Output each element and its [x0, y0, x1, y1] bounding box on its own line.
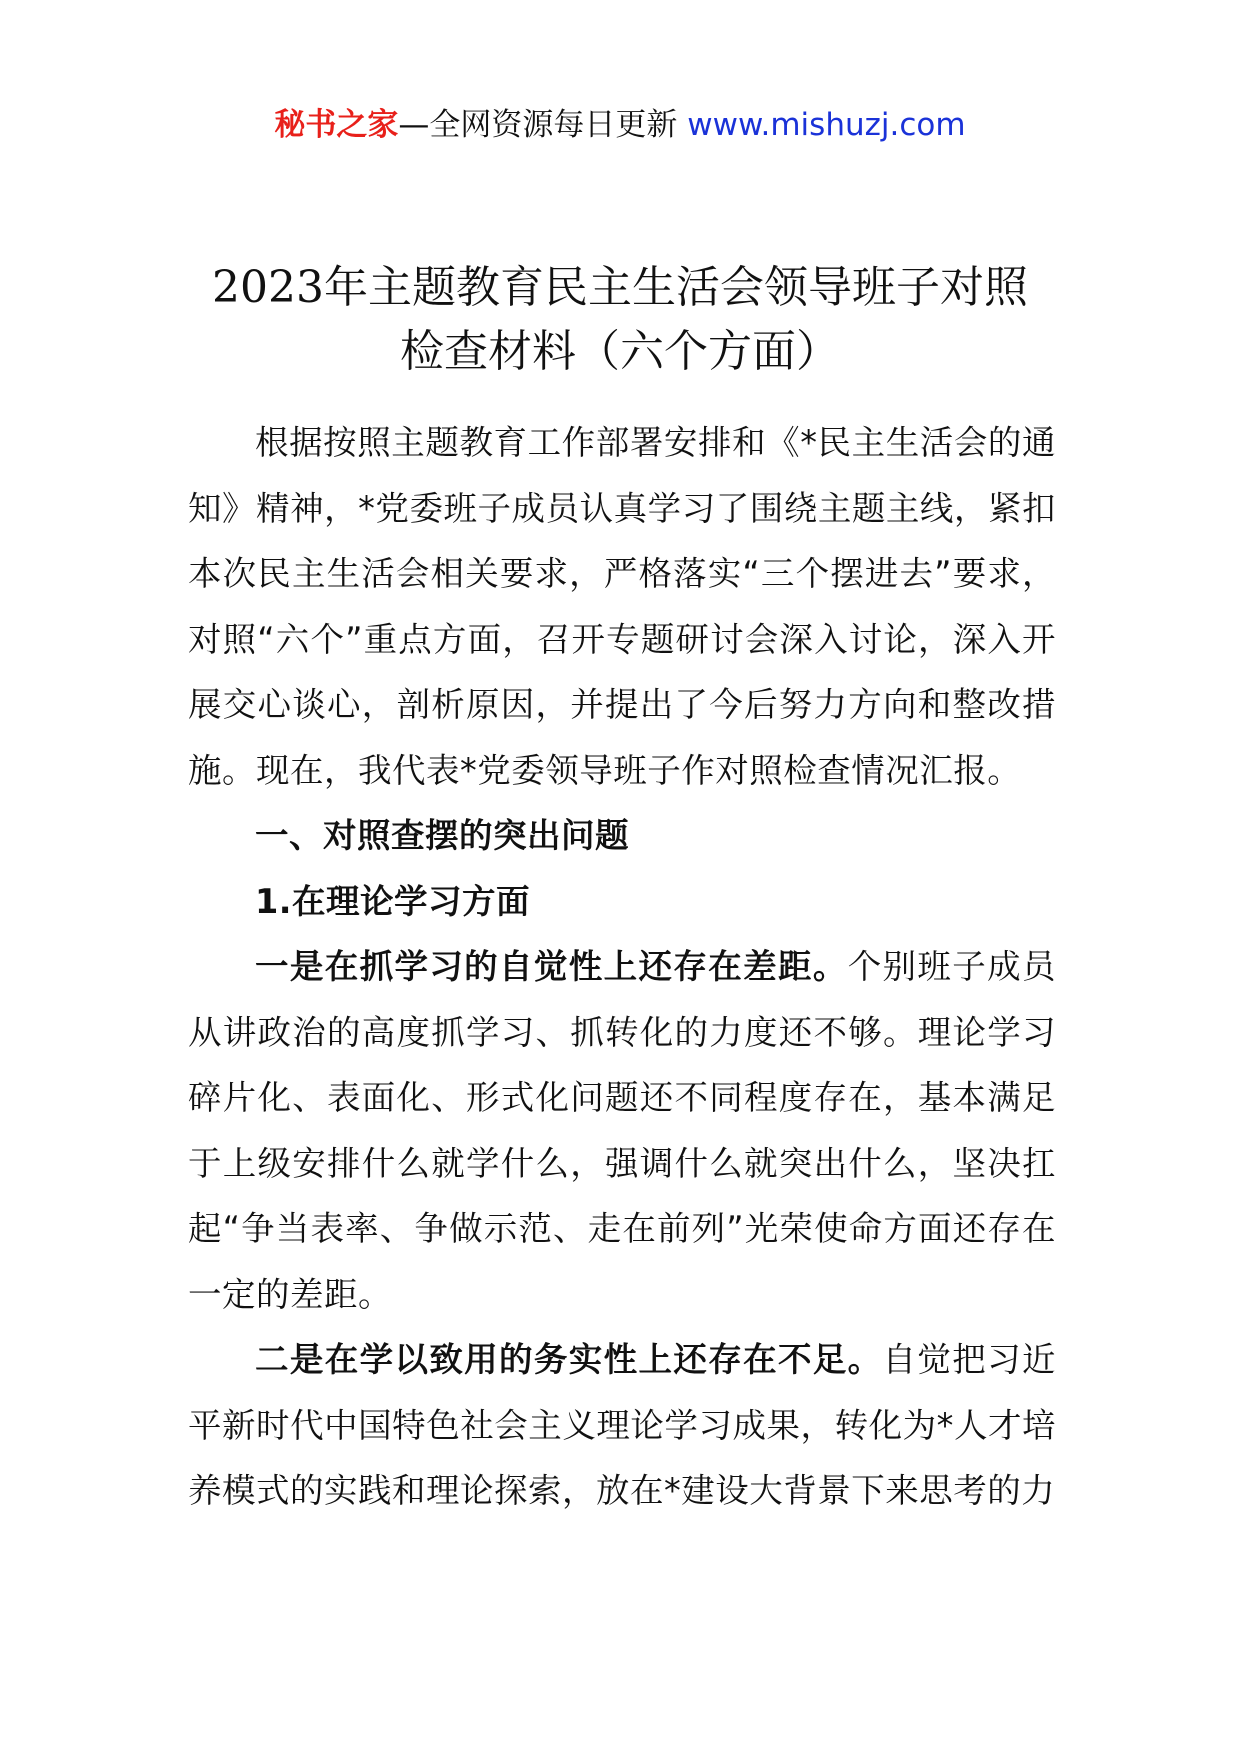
subsection-heading: 1.在理论学习方面 — [255, 881, 531, 921]
header-slogan: —全网资源每日更新 — [398, 107, 688, 143]
point-text-2: 自觉把习近平新时代中国特色社会主义理论学习成果，转化为*人才培养模式的实践和理论探索，放在*建设大背景下来思考的力 — [188, 1340, 1057, 1510]
title-line-2: 检查材料（六个方面） — [400, 326, 840, 377]
site-header — [0, 103, 1240, 147]
title-line-1: 2023年主题教育民主生活会领导班子对照 — [212, 262, 1028, 313]
point-paragraph-1 — [188, 934, 1056, 1327]
point-lead-1: 一是在抓学习的自觉性上还存在差距。 — [255, 947, 848, 986]
website-link[interactable]: www.mishuzj.com — [687, 107, 966, 143]
point-lead-2: 二是在学以致用的务实性上还存在不足。 — [255, 1340, 883, 1379]
point-paragraph-2 — [188, 1327, 1056, 1524]
document-body — [188, 410, 1056, 1524]
intro-paragraph: 根据按照主题教育工作部署安排和《*民主生活会的通知》精神，*党委班子成员认真学习了围绕主题主线，紧扣本次民主生活会相关要求，严格落实“三个摆进去”要求，对照“六个”重点方面，召开专题研讨会深入讨论，深入开展交心谈心，剖析原因，并提出了今后努力方向和整改措施。现在，我代表*党委领导班子作对照检查情况汇报。 — [188, 423, 1056, 790]
document-title — [150, 256, 1090, 384]
brand-name: 秘书之家 — [274, 107, 399, 143]
section-heading: 一、对照查摆的突出问题 — [255, 816, 629, 855]
point-text-1: 个别班子成员从讲政治的高度抓学习、抓转化的力度还不够。理论学习碎片化、表面化、形式化问题还不同程度存在，基本满足于上级安排什么就学什么，强调什么就突出什么，坚决扛起“争当表率、争做示范、走在前列”光荣使命方面还存在一定的差距。 — [188, 947, 1057, 1314]
